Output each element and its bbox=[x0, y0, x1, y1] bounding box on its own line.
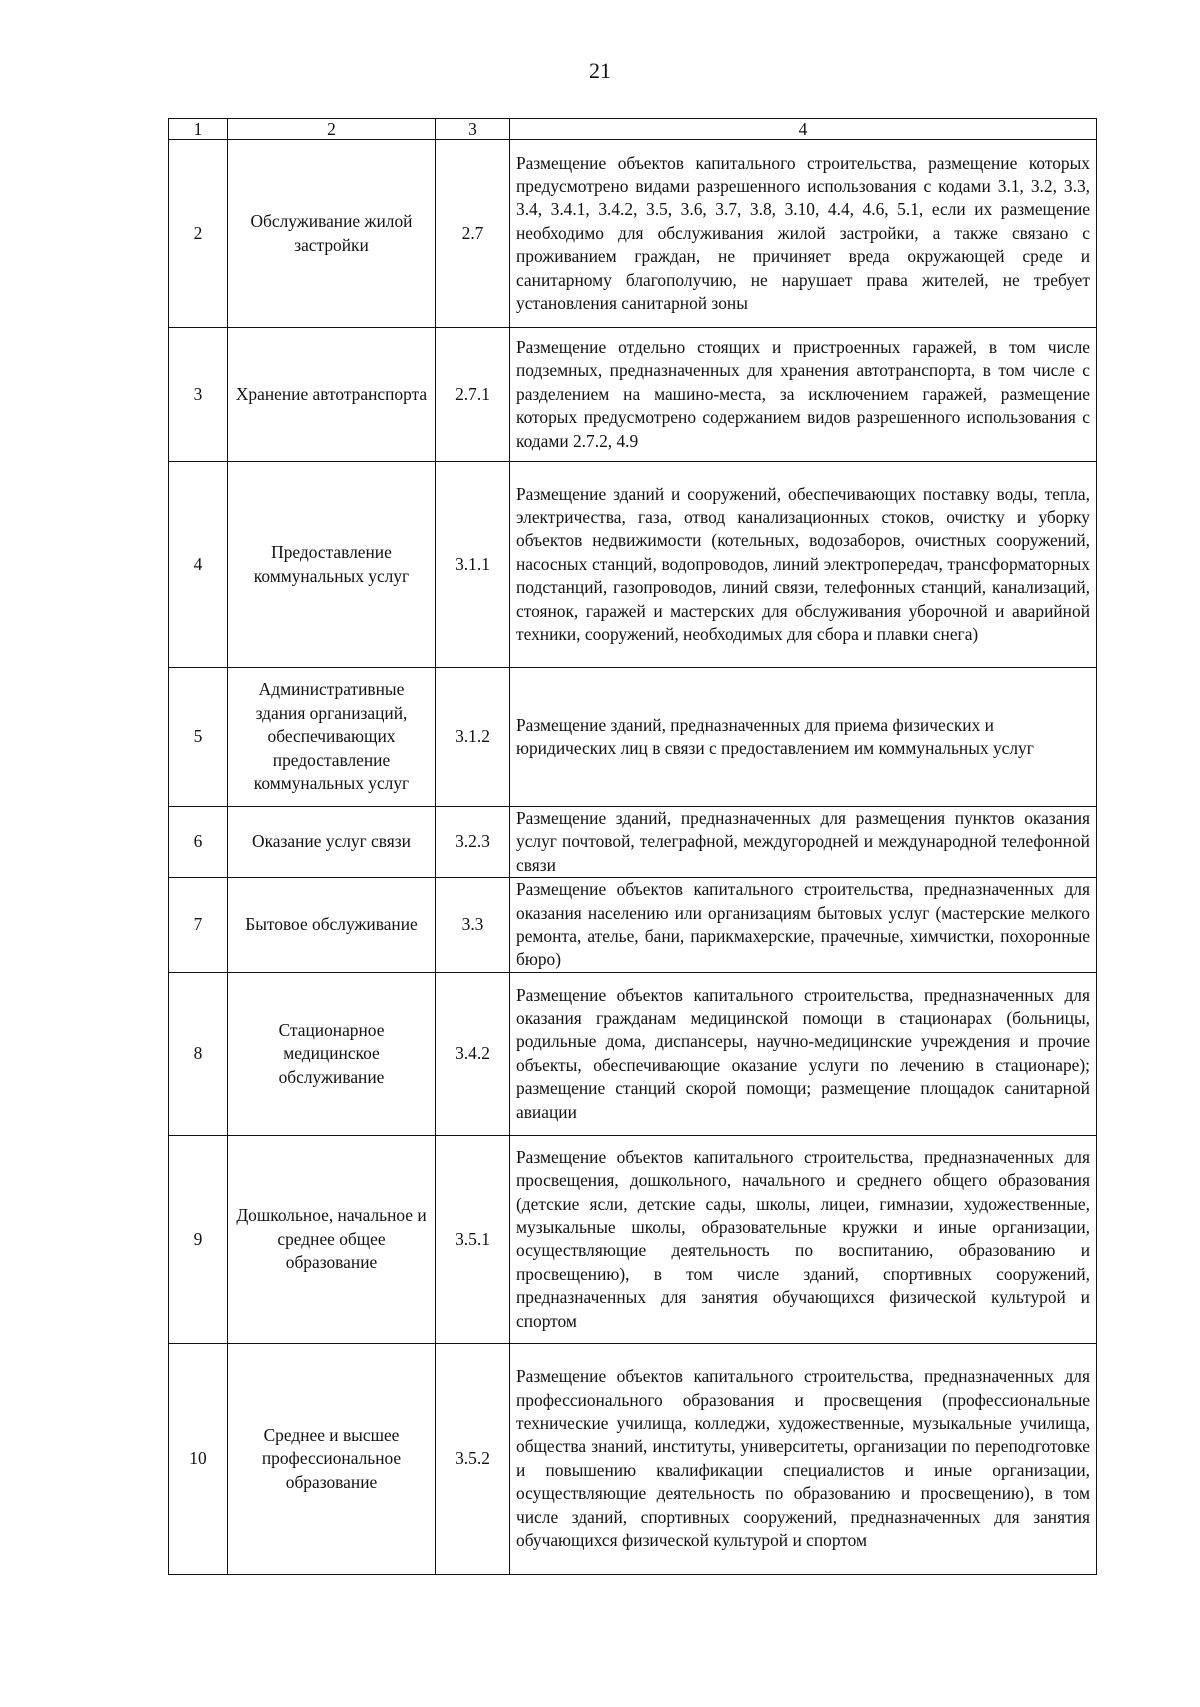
header-cell-code: 3 bbox=[436, 119, 510, 140]
land-use-description: Размещение объектов капитального строительства, предназначенных для оказания населению или организациям бытовых услуг (мастерские мелкого ремонта, ателье, бани, парикмахерские, прачечные, химчистки, похоронные бюро) bbox=[510, 878, 1097, 973]
land-use-description: Размещение зданий, предназначенных для размещения пунктов оказания услуг почтовой, телеграфной, междугородней и международной телефонной связи bbox=[510, 807, 1097, 878]
land-use-table bbox=[168, 118, 1097, 1575]
land-use-code: 2.7.1 bbox=[436, 328, 510, 462]
land-use-description: Размещение зданий и сооружений, обеспечивающих поставку воды, тепла, электричества, газа, отвод канализационных стоков, очистку и уборку объектов недвижимости (котельных, водозаборов, очистных сооружений, насосных станций, водопроводов, линий электропередач, трансформаторных подстанций, газопроводов, линий связи, телефонных станций, канализаций, стоянок, гаражей и мастерских для обслуживания уборочной и аварийной техники, сооружений, необходимых для сбора и плавки снега) bbox=[510, 462, 1097, 668]
row-number: 8 bbox=[169, 972, 228, 1135]
row-number: 5 bbox=[169, 668, 228, 807]
land-use-name: Административные здания организаций, обеспечивающих предоставление коммунальных услуг bbox=[228, 668, 436, 807]
land-use-description: Размещение объектов капитального строительства, предназначенных для оказания гражданам медицинской помощи в стационарах (больницы, родильные дома, диспансеры, научно-медицинские учреждения и прочие объекты, обеспечивающие оказание услуги по лечению в стационаре); размещение станций скорой помощи; размещение площадок санитарной авиации bbox=[510, 972, 1097, 1135]
land-use-code: 3.1.2 bbox=[436, 668, 510, 807]
row-number: 4 bbox=[169, 462, 228, 668]
row-number: 7 bbox=[169, 878, 228, 973]
table-row bbox=[169, 1135, 1097, 1343]
header-cell-name: 2 bbox=[228, 119, 436, 140]
row-number: 2 bbox=[169, 140, 228, 328]
row-number: 3 bbox=[169, 328, 228, 462]
land-use-description: Размещение объектов капитального строительства, предназначенных для просвещения, дошкольного, начального и среднего общего образования (детские ясли, детские сады, школы, лицеи, гимназии, художественные, музыкальные школы, образовательные кружки и иные организации, осуществляющие деятельность по воспитанию, образованию и просвещению), в том числе зданий, спортивных сооружений, предназначенных для занятия обучающихся физической культурой и спортом bbox=[510, 1135, 1097, 1343]
row-number: 10 bbox=[169, 1343, 228, 1574]
land-use-code: 3.1.1 bbox=[436, 462, 510, 668]
land-use-code: 3.3 bbox=[436, 878, 510, 973]
row-number: 9 bbox=[169, 1135, 228, 1343]
land-use-code: 3.5.2 bbox=[436, 1343, 510, 1574]
table-row bbox=[169, 972, 1097, 1135]
land-use-code: 3.5.1 bbox=[436, 1135, 510, 1343]
table-row bbox=[169, 878, 1097, 973]
table-row bbox=[169, 462, 1097, 668]
table-row bbox=[169, 1343, 1097, 1574]
land-use-name: Стационарное медицинское обслуживание bbox=[228, 972, 436, 1135]
land-use-name: Бытовое обслуживание bbox=[228, 878, 436, 973]
land-use-code: 3.2.3 bbox=[436, 807, 510, 878]
table-row bbox=[169, 668, 1097, 807]
land-use-name: Среднее и высшее профессиональное образование bbox=[228, 1343, 436, 1574]
land-use-description: Размещение объектов капитального строительства, размещение которых предусмотрено видами разрешенного использования с кодами 3.1, 3.2, 3.3, 3.4, 3.4.1, 3.4.2, 3.5, 3.6, 3.7, 3.8, 3.10, 4.4, 4.6, 5.1, если их размещение необходимо для обслуживания жилой застройки, а также связано с проживанием граждан, не причиняет вреда окружающей среде и санитарному благополучию, не нарушает права жителей, не требует установления санитарной зоны bbox=[510, 140, 1097, 328]
land-use-code: 2.7 bbox=[436, 140, 510, 328]
land-use-name: Хранение автотранспорта bbox=[228, 328, 436, 462]
land-use-code: 3.4.2 bbox=[436, 972, 510, 1135]
header-cell-description: 4 bbox=[510, 119, 1097, 140]
land-use-name: Дошкольное, начальное и среднее общее образование bbox=[228, 1135, 436, 1343]
land-use-name: Обслуживание жилой застройки bbox=[228, 140, 436, 328]
land-use-description: Размещение зданий, предназначенных для приема физических и юридических лиц в связи с предоставлением им коммунальных услуг bbox=[510, 668, 1097, 807]
table-row bbox=[169, 807, 1097, 878]
land-use-description: Размещение отдельно стоящих и пристроенных гаражей, в том числе подземных, предназначенных для хранения автотранспорта, в том числе с разделением на машино-места, за исключением гаражей, размещение которых предусмотрено содержанием видов разрешенного использования с кодами 2.7.2, 4.9 bbox=[510, 328, 1097, 462]
land-use-description: Размещение объектов капитального строительства, предназначенных для профессионального образования и просвещения (профессиональные технические училища, колледжи, художественные, музыкальные училища, общества знаний, институты, университеты, организации по переподготовке и повышению квалификации специалистов и иные организации, осуществляющие деятельность по образованию и просвещению), в том числе зданий, спортивных сооружений, предназначенных для занятия обучающихся физической культурой и спортом bbox=[510, 1343, 1097, 1574]
land-use-name: Оказание услуг связи bbox=[228, 807, 436, 878]
table-row bbox=[169, 328, 1097, 462]
page-number: 21 bbox=[589, 58, 611, 83]
row-number: 6 bbox=[169, 807, 228, 878]
table-header-row bbox=[169, 119, 1097, 140]
header-cell-num: 1 bbox=[169, 119, 228, 140]
land-use-name: Предоставление коммунальных услуг bbox=[228, 462, 436, 668]
table-row bbox=[169, 140, 1097, 328]
